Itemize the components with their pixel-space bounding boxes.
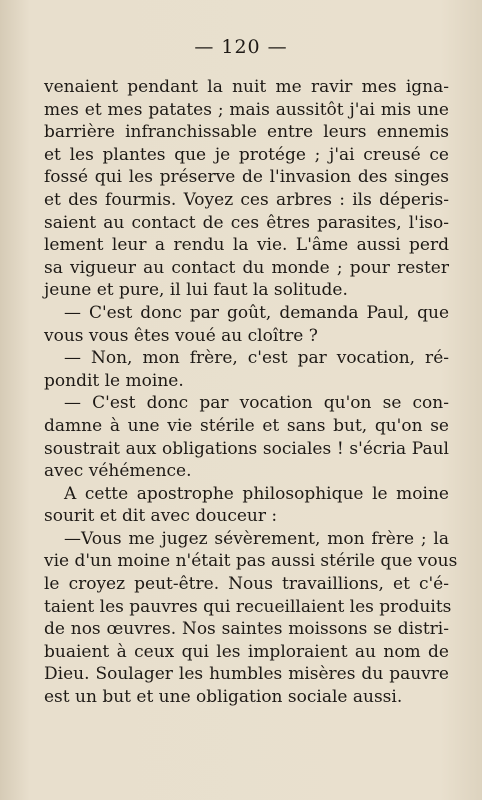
text-line: vous vous êtes voué au cloître ?: [44, 325, 318, 346]
text-line: —Vous me jugez sévèrement, mon frère ; la: [64, 528, 449, 549]
text-line: vie d'un moine n'était pas aussi stérile que vous: [44, 551, 458, 572]
text-line: — C'est donc par goût, demanda Paul, que: [64, 302, 449, 323]
text-line: de nos œuvres. Nos saintes moissons se distri-: [44, 619, 449, 640]
text-line: — Non, mon frère, c'est par vocation, ré-: [64, 348, 449, 369]
page-number: — 120 —: [194, 36, 288, 58]
text-line: mes et mes patates ; mais aussitôt j'ai mis une: [44, 99, 449, 120]
text-line: barrière infranchissable entre leurs ennemis: [44, 122, 449, 143]
body-text: [44, 76, 458, 709]
text-line: damne à une vie stérile et sans but, qu'on se: [44, 415, 449, 436]
text-line: sourit et dit avec douceur :: [44, 506, 278, 527]
text-line: Dieu. Soulager les humbles misères du pauvre: [44, 664, 449, 685]
text-line: avec véhémence.: [44, 461, 192, 482]
text-line: sa vigueur au contact du monde ; pour rester: [44, 257, 449, 278]
text-line: est un but et une obligation sociale aussi.: [44, 687, 403, 708]
text-line: et les plantes que je protége ; j'ai creusé ce: [44, 144, 449, 165]
text-line: buaient à ceux qui les imploraient au nom de: [44, 641, 449, 662]
text-line: A cette apostrophe philosophique le moine: [64, 483, 449, 504]
text-line: — C'est donc par vocation qu'on se con-: [64, 393, 449, 414]
text-line: saient au contact de ces êtres parasites, l'iso-: [44, 212, 449, 233]
text-line: soustrait aux obligations sociales ! s'écria Paul: [44, 438, 449, 459]
text-line: lement leur a rendu la vie. L'âme aussi perd: [44, 235, 449, 256]
text-line: le croyez peut-être. Nous travaillions, et c'é-: [44, 574, 449, 595]
text-line: jeune et pure, il lui faut la solitude.: [44, 280, 348, 301]
text-line: pondit le moine.: [44, 370, 184, 391]
text-line: venaient pendant la nuit me ravir mes igna-: [44, 77, 449, 97]
text-line: et des fourmis. Voyez ces arbres : ils déperis-: [44, 189, 449, 210]
text-line: taient les pauvres qui recueillaient les produits: [44, 596, 452, 617]
text-line: fossé qui les préserve de l'invasion des singes: [44, 167, 449, 188]
